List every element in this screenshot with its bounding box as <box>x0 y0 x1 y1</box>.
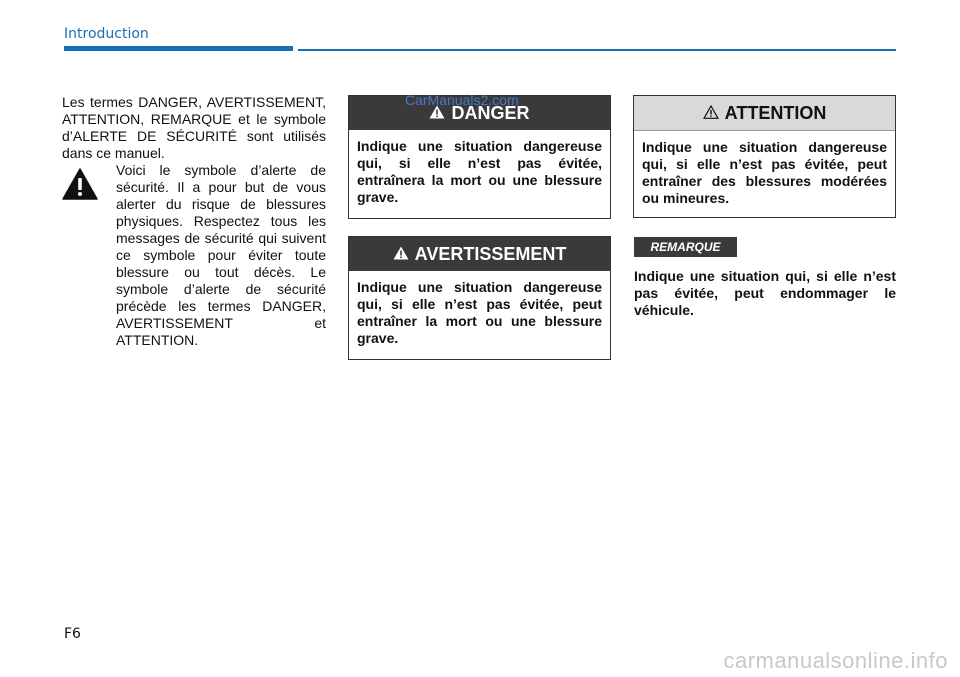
danger-text: Indique une situation dangereuse qui, si elle n’est pas évitée, entraînera la mort ou une blessure grave. <box>357 138 602 205</box>
alert-paragraph: Voici le symbole d’alerte de sécurité. Il a pour but de vous alerter du risque de blessures physiques. Respectez tous les messages de sécurité qui suivent ce symbole pour éviter toute blessure ou tout décès. Le symbole d’alerte de sécurité précède les termes DANGER, AVERTISSEMENT et ATTENTION. <box>116 162 326 348</box>
header-bar-thin <box>298 49 896 51</box>
warning-icon <box>393 244 409 265</box>
intro-paragraph: Les termes DANGER, AVERTISSEMENT, ATTENTION, REMARQUE et le symbole d’ALERTE DE SÉCURITÉ sont utilisés dans ce manuel. <box>62 94 326 161</box>
warning-triangle-icon <box>62 162 116 349</box>
avertissement-header <box>349 237 610 271</box>
header-bar-thick <box>64 46 293 51</box>
avertissement-box <box>348 236 611 360</box>
remarque-badge: REMARQUE <box>634 237 737 257</box>
alert-section <box>62 162 326 349</box>
intro-column <box>62 94 326 349</box>
avertissement-text: Indique une situation dangereuse qui, si elle n’est pas évitée, peut entraîner la mort ou une blessure grave. <box>357 279 602 346</box>
attention-header <box>634 96 895 131</box>
attention-box <box>633 95 896 218</box>
page-number: F6 <box>64 626 81 642</box>
watermark-bottom: carmanualsonline.info <box>723 648 948 673</box>
danger-label: DANGER <box>451 102 530 123</box>
attention-label: ATTENTION <box>724 102 827 123</box>
avertissement-label: AVERTISSEMENT <box>414 243 567 264</box>
danger-box <box>348 95 611 219</box>
attention-text: Indique une situation dangereuse qui, si elle n’est pas évitée, peut entraîner des blessures modérées ou mineures. <box>642 139 887 206</box>
warning-outline-icon <box>703 103 719 124</box>
watermark-top: CarManuals2.com <box>405 92 519 108</box>
remarque-text: Indique une situation qui, si elle n’est pas évitée, peut endommager le véhicule. <box>634 268 896 318</box>
section-title: Introduction <box>64 26 149 42</box>
